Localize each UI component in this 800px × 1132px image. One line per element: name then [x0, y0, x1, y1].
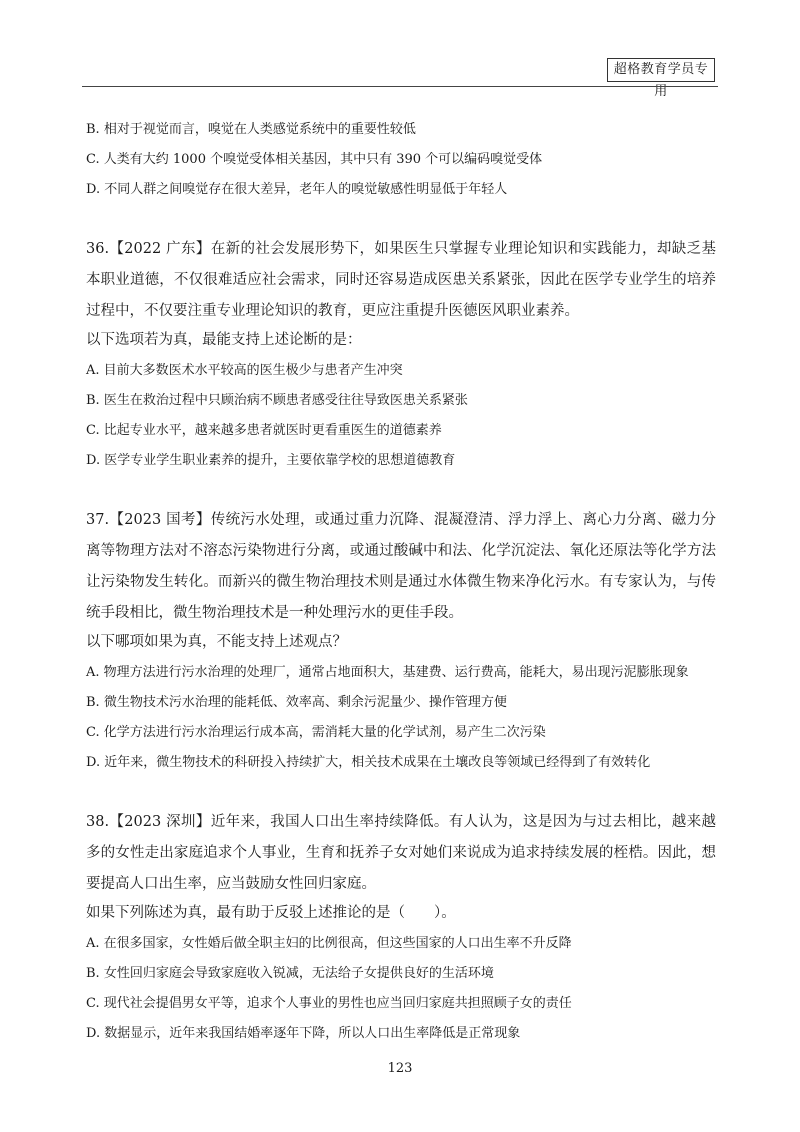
- question-stem: 36.【2022 广东】在新的社会发展形势下，如果医生只掌握专业理论知识和实践能力，却缺乏基本职业道德，不仅很难适应社会需求，同时还容易造成医患关系紧张，因此在医学专业学生的培养过程中，不仅要注重专业理论知识的教育，更应注重提升医德医风职业素养。: [86, 241, 716, 319]
- option-d: D. 医学专业学生职业素养的提升，主要依靠学校的思想道德教育: [86, 453, 456, 468]
- option-c: C. 人类有大约 1000 个嗅觉受体相关基因，其中只有 390 个可以编码嗅觉受体: [86, 152, 543, 167]
- option-c: C. 化学方法进行污水治理运行成本高，需消耗大量的化学试剂，易产生二次污染: [86, 725, 546, 740]
- option-d: D. 近年来，微生物技术的科研投入持续扩大，相关技术成果在土壤改良等领域已经得到了有效转化: [86, 755, 651, 770]
- option-d: D. 数据显示，近年来我国结婚率逐年下降，所以人口出生率降低是正常现象: [86, 1026, 521, 1041]
- question-prompt: 如果下列陈述为真，最有助于反驳上述推论的是（ ）。: [86, 905, 456, 921]
- option-c: C. 比起专业水平，越来越多患者就医时更看重医生的道德素养: [86, 423, 442, 438]
- option-a: A. 在很多国家，女性婚后做全职主妇的比例很高，但这些国家的人口出生率不升反降: [86, 936, 572, 951]
- question-prompt: 以下哪项如果为真，不能支持上述观点？: [86, 634, 347, 650]
- page-number: 123: [387, 1061, 413, 1076]
- question-37: [86, 505, 716, 773]
- exclusive-use-badge: 超格教育学员专用: [607, 58, 715, 82]
- option-b: B. 微生物技术污水治理的能耗低、效率高、剩余污泥量少、操作管理方便: [86, 695, 507, 710]
- header-rule: [82, 86, 718, 87]
- option-b: B. 医生在救治过程中只顾治病不顾患者感受往往导致医患关系紧张: [86, 393, 468, 408]
- question-38: [86, 807, 716, 1044]
- option-a: A. 目前大多数医术水平较高的医生极少与患者产生冲突: [86, 363, 403, 378]
- question-stem: 38.【2023 深圳】近年来，我国人口出生率持续降低。有人认为，这是因为与过去相比，越来越多的女性走出家庭追求个人事业，生育和抚养子女对她们来说成为追求持续发展的桎梏。因此，想要提高人口出生率，应当鼓励女性回归家庭。: [86, 814, 716, 892]
- option-a: A. 物理方法进行污水治理的处理厂，通常占地面积大，基建费、运行费高，能耗大，易出现污泥膨胀现象: [86, 665, 689, 680]
- question-prompt: 以下选项若为真，最能支持上述论断的是：: [86, 332, 362, 348]
- option-d: D. 不同人群之间嗅觉存在很大差异，老年人的嗅觉敏感性明显低于年轻人: [86, 182, 508, 197]
- option-c: C. 现代社会提倡男女平等，追求个人事业的男性也应当回归家庭共担照顾子女的责任: [86, 996, 572, 1011]
- question-stem: 37.【2023 国考】传统污水处理，或通过重力沉降、混凝澄清、浮力浮上、离心力分离、磁力分离等物理方法对不溶态污染物进行分离，或通过酸碱中和法、化学沉淀法、氧化还原法等化学方法让污染物发生转化。而新兴的微生物治理技术则是通过水体微生物来净化污水。有专家认为，与传统手段相比，微生物治理技术是一种处理污水的更佳手段。: [86, 512, 716, 621]
- option-b: B. 女性回归家庭会导致家庭收入锐减，无法给子女提供良好的生活环境: [86, 966, 494, 981]
- question-36: [86, 234, 716, 471]
- previous-question-options: [86, 120, 716, 200]
- option-b: B. 相对于视觉而言，嗅觉在人类感觉系统中的重要性较低: [86, 122, 416, 137]
- page-content: [86, 120, 716, 1054]
